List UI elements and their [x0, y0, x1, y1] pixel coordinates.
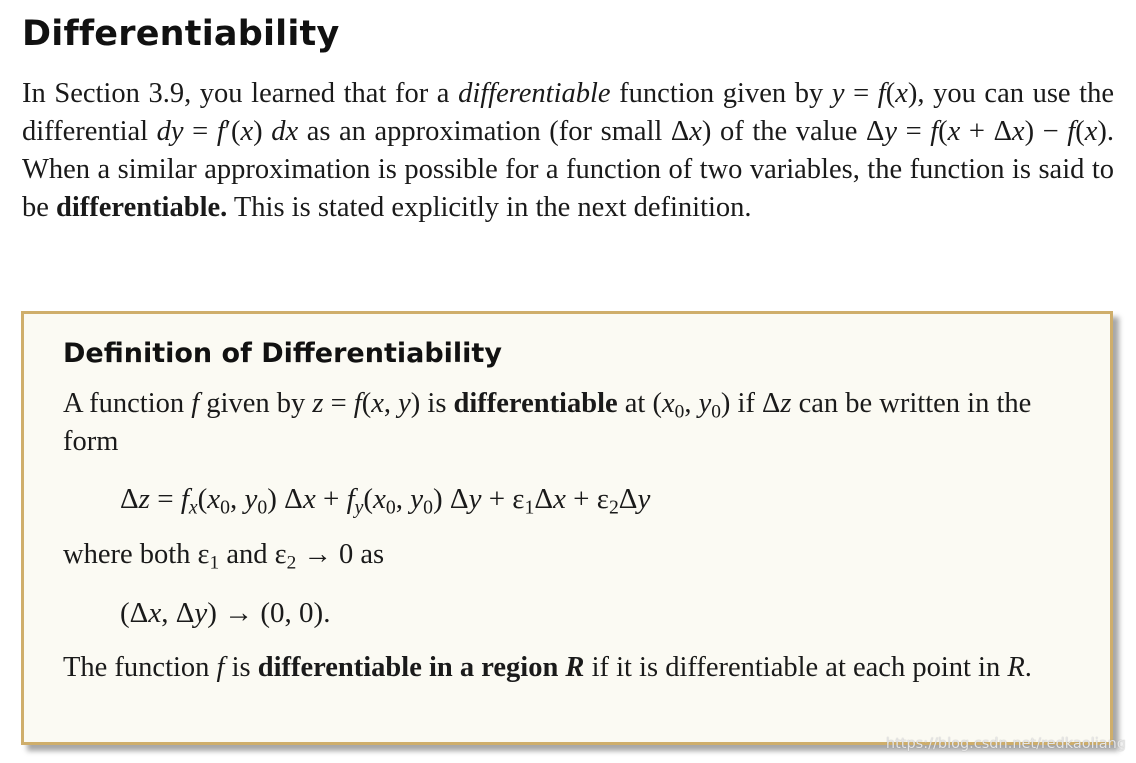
- watermark: https://blog.csdn.net/redkaoliang: [885, 736, 1126, 752]
- differentiability-equation: $\Delta z = f_x(x_0$, $y_0$) $\Delta x + f_y(x_0$, $y_0$) $\Delta y + \varepsilon_1\Delta x + \varepsilon_2\Delta y$: [120, 483, 651, 519]
- definition-paragraph-2: where both $\varepsilon_1$ and $\varepsilon_2 \to 0$ as: [63, 539, 385, 574]
- definition-title: Definition of Differentiability: [63, 338, 502, 369]
- intro-paragraph: In Section 3.9, you learned that for a differentiable function given by y = f(x), you can use the differential dy = f′(x) dx as an approximation (for small Δx) of the value Δy = f(x + Δx) − f(x). When a similar approximation is possible for a function of two variables, the function is said to be differentiable. This is stated explicitly in the next definition.: [22, 78, 1115, 223]
- page-title: Differentiability: [22, 14, 340, 54]
- limit-condition: (Δx, Δy) → (0, 0).: [120, 597, 331, 629]
- definition-paragraph-3: The function f is differentiable in a region R if it is differentiable at each point in R.: [63, 652, 1032, 683]
- definition-box: [21, 311, 1113, 745]
- definition-paragraph-1: A function f given by z = f(x, y) is differentiable at ($x_0$, $y_0$) if Δz can be written in the form: [63, 388, 1032, 457]
